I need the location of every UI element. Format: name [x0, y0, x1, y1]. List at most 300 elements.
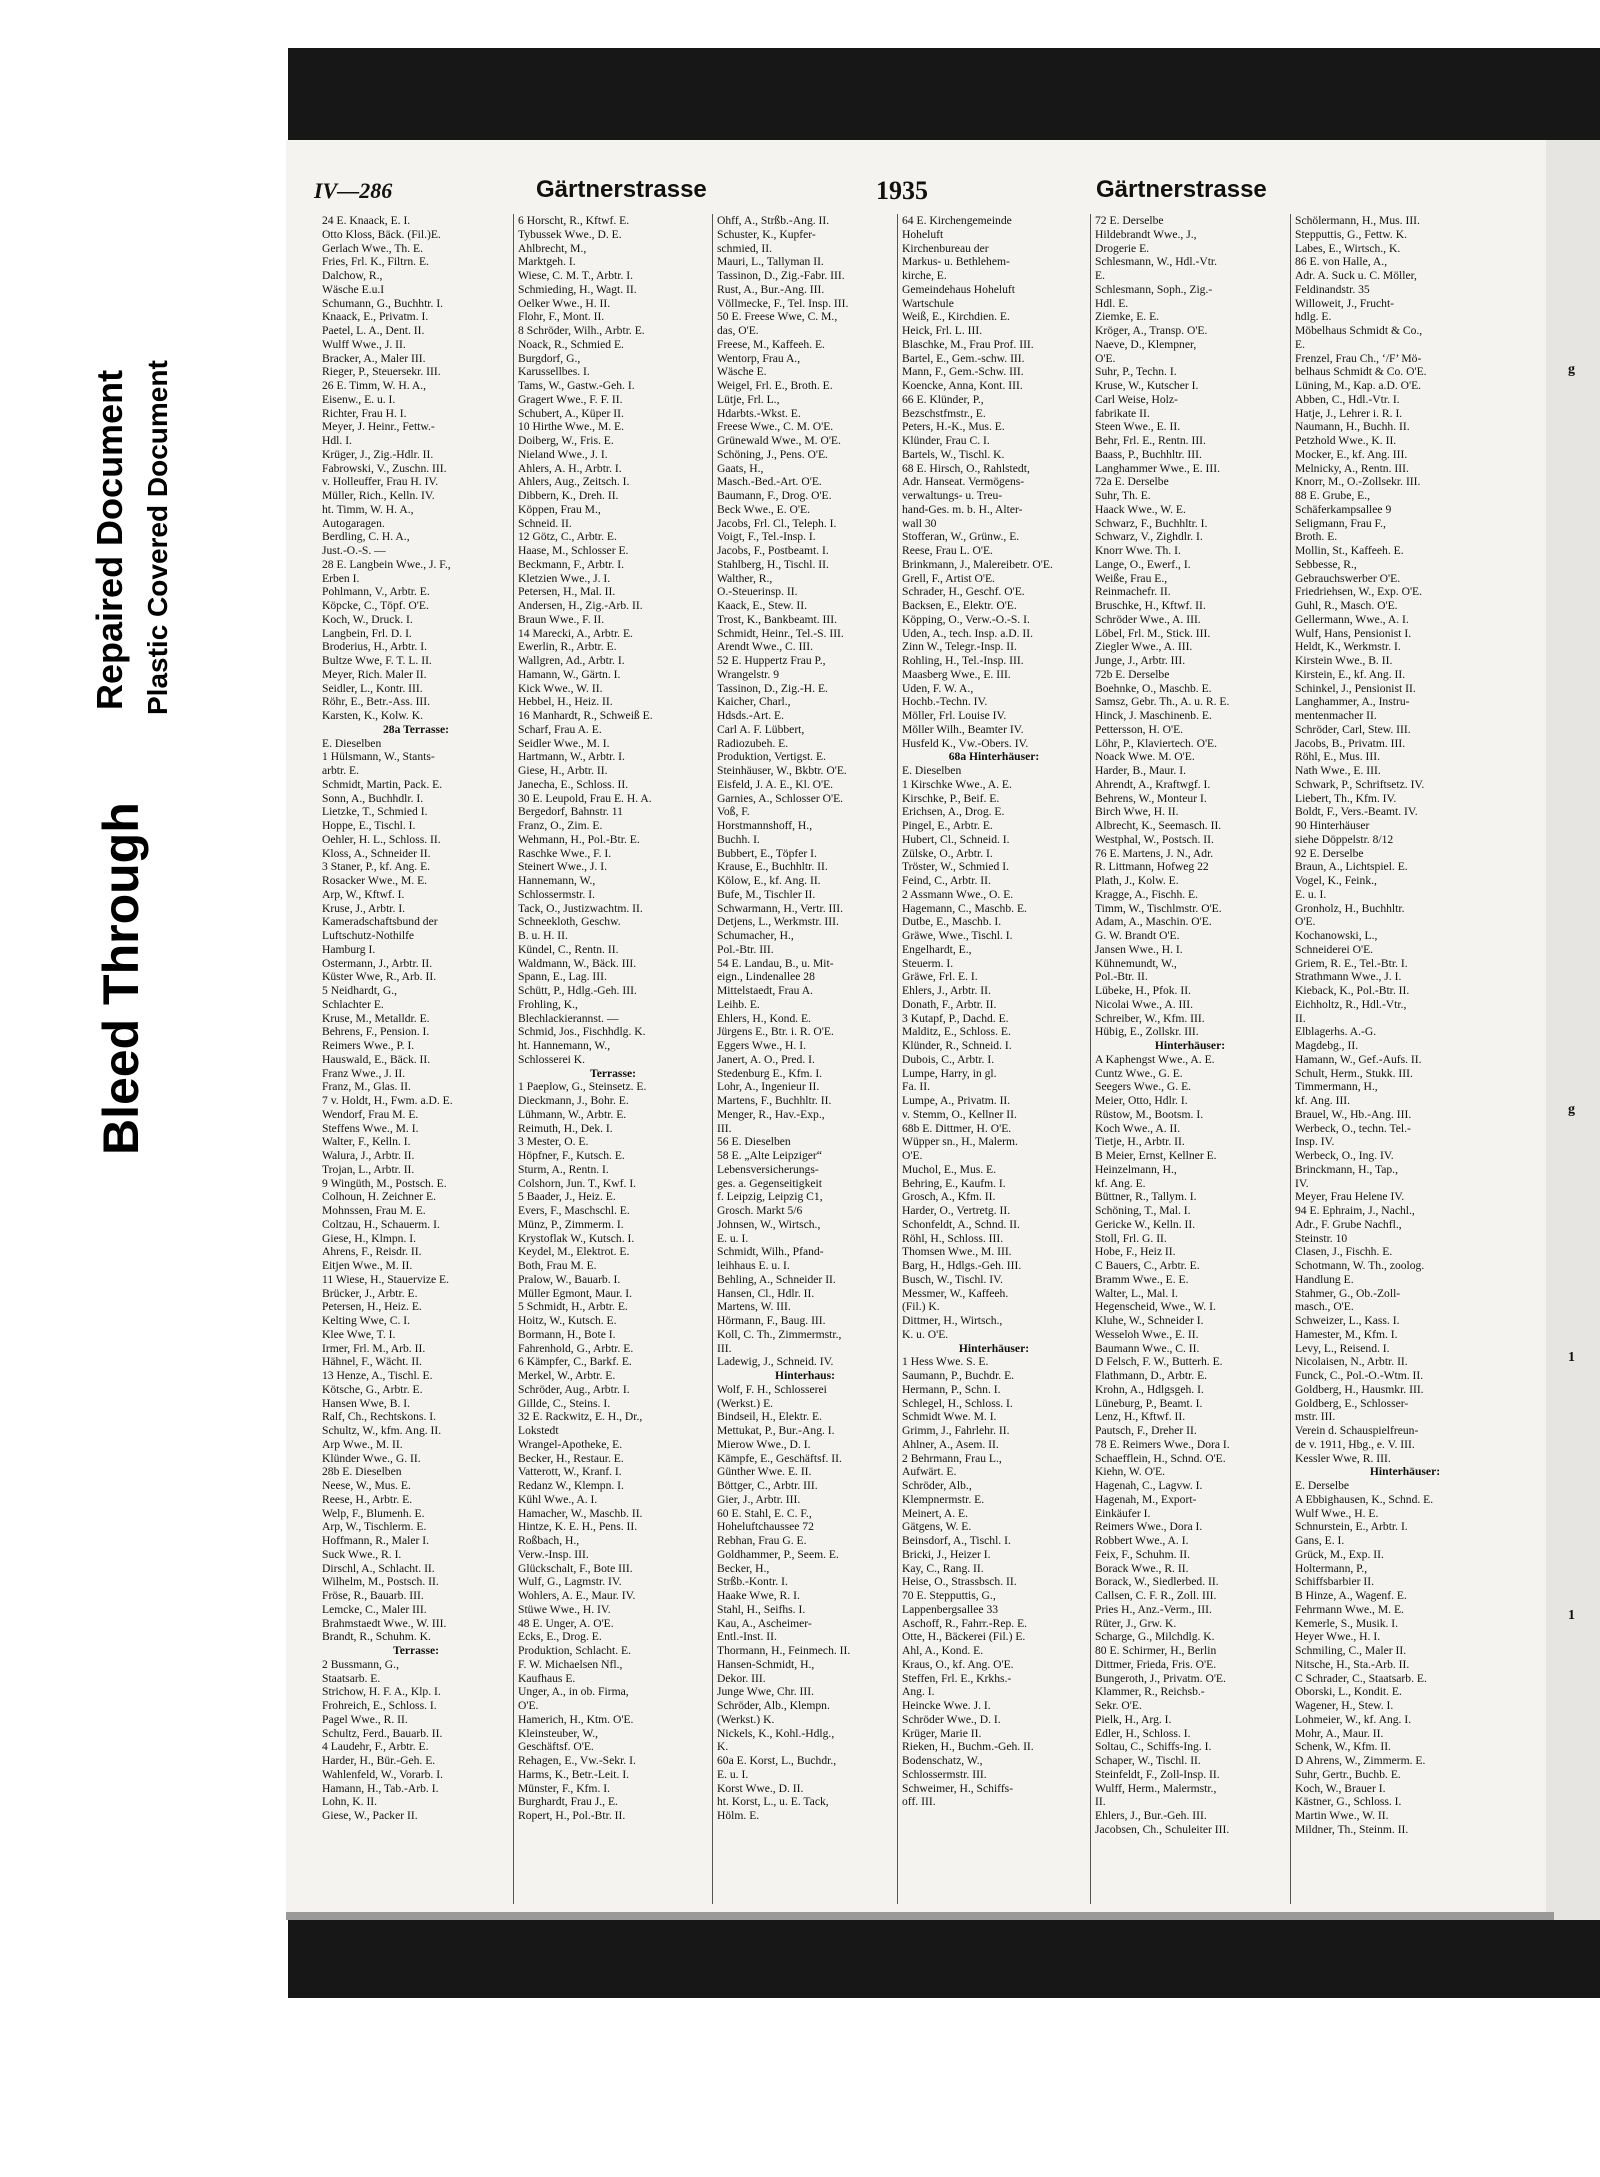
directory-line: Mierow Wwe., D. I.: [717, 1437, 811, 1451]
directory-line: Kirstein Wwe., B. II.: [1295, 654, 1393, 667]
directory-line: v. Holleuffer, Frau H. IV.: [322, 475, 439, 489]
directory-line: Edler, H., Schloss. I.: [1095, 1726, 1191, 1740]
directory-line: Kessler Wwe, R. III.: [1295, 1451, 1391, 1465]
directory-line: Völlmecke, F., Tel. Insp. III.: [717, 296, 849, 310]
directory-line: Dutbe, E., Maschb. I.: [902, 915, 1002, 929]
directory-line: Lietzke, T., Schmied I.: [322, 805, 428, 819]
directory-line: Friedriehsen, W., Exp. O'E.: [1295, 585, 1423, 599]
directory-line: Schröder, Alb., Klempn.: [717, 1699, 830, 1712]
directory-line: Bruschke, H., Kftwf. II.: [1095, 599, 1206, 612]
directory-line: 13 Henze, A., Tischl. E.: [322, 1369, 433, 1382]
directory-line: Pol.-Btr. III.: [717, 942, 774, 956]
directory-line: Lohr, A., Ingenieur II.: [717, 1080, 820, 1094]
directory-line: Grück, M., Exp. II.: [1295, 1547, 1384, 1561]
directory-line: Ralf, Ch., Rechtskons. I.: [322, 1410, 436, 1424]
directory-line: K.: [717, 1740, 729, 1754]
directory-line: Markus- u. Bethlehem-: [902, 255, 1010, 269]
directory-line: Wulf, Hans, Pensionist I.: [1295, 626, 1412, 640]
directory-line: Langbein, Frl. D. I.: [322, 626, 412, 640]
directory-line: Rehagen, E., Vw.-Sekr. I.: [518, 1754, 636, 1767]
year-title: 1935: [876, 176, 928, 205]
directory-line: Dibbern, K., Dreh. II.: [518, 489, 619, 502]
directory-column-2: [518, 214, 708, 1904]
directory-line: Gier, J., Arbtr. III.: [717, 1492, 801, 1506]
directory-line: Schweizer, L., Kass. I.: [1295, 1314, 1400, 1327]
directory-line: Hamester, M., Kfm. I.: [1295, 1327, 1398, 1341]
directory-line: Schwarz, V., Zighdlr. I.: [1095, 530, 1203, 544]
directory-line: 28 E. Langbein Wwe., J. F.,: [322, 557, 451, 571]
directory-line: Lübeke, H., Pfok. II.: [1095, 984, 1191, 997]
directory-line: Geschäftsf. O'E.: [518, 1740, 594, 1754]
directory-line: Wulff Wwe., J. II.: [322, 337, 406, 351]
directory-line: Lenz, H., Kftwf. II.: [1095, 1410, 1186, 1424]
directory-line: Köpping, O., Verw.-O.-S. I.: [902, 612, 1030, 626]
directory-line: Höpfner, F., Kutsch. E.: [518, 1149, 625, 1162]
directory-line: Franz Wwe., J. II.: [322, 1066, 406, 1080]
directory-line: Ang. I.: [902, 1685, 935, 1699]
directory-line: Gericke W., Kelln. II.: [1095, 1217, 1196, 1231]
directory-line: Möller, Frl. Louise IV.: [902, 709, 1007, 722]
directory-line: O.-Steuerinsp. II.: [717, 585, 798, 599]
directory-line: Schmidt, Martin, Pack. E.: [322, 777, 443, 791]
directory-line: Hansen-Schmidt, H.,: [717, 1657, 815, 1671]
directory-line: verwaltungs- u. Treu-: [902, 489, 1003, 502]
directory-line: Jacobs, B., Privatm. III.: [1295, 736, 1406, 750]
adjacent-page-char: 1: [1568, 1350, 1575, 1365]
directory-line: Oelker Wwe., H. II.: [518, 296, 611, 310]
directory-line: Hamburg I.: [322, 942, 376, 956]
directory-line: Naumann, H., Buchh. II.: [1295, 420, 1410, 434]
directory-line: Malditz, E., Schloss. E.: [902, 1025, 1011, 1039]
directory-line: Insp. IV.: [1295, 1135, 1335, 1149]
directory-line: Schneid. II.: [518, 516, 572, 530]
directory-line: Steuerm. I.: [902, 956, 954, 970]
directory-line: 60a E. Korst, L., Buchdr.,: [717, 1754, 837, 1767]
directory-line: Aufwärt. E.: [902, 1465, 957, 1479]
directory-line: Schultz, W., kfm. Ang. II.: [322, 1424, 442, 1437]
directory-line: Meinert, A. E.: [902, 1506, 969, 1520]
directory-line: Griem, R. E., Tel.-Btr. I.: [1295, 956, 1408, 970]
directory-line: III.: [717, 1121, 732, 1135]
directory-line: Wentorp, Frau A.,: [717, 351, 801, 365]
directory-line: 5 Baader, J., Heiz. E.: [518, 1190, 616, 1204]
bleed-through-label: Bleed Through: [93, 802, 149, 1155]
directory-line: 72b E. Derselbe: [1095, 667, 1170, 681]
directory-line: Wehmann, H., Pol.-Btr. E.: [518, 832, 640, 846]
directory-line: Reese, Frau L. O'E.: [902, 544, 993, 557]
directory-line: Hobe, F., Heiz II.: [1095, 1245, 1176, 1259]
directory-line: Burghardt, Frau J., E.: [518, 1795, 618, 1809]
directory-line: Hebbel, H., Heiz. II.: [518, 695, 613, 709]
directory-line: Hdl. I.: [322, 434, 352, 447]
directory-line: Gebrauchswerber O'E.: [1295, 571, 1401, 585]
directory-line: de v. 1911, Hbg., e. V. III.: [1295, 1437, 1415, 1451]
directory-line: (Fil.) K.: [902, 1300, 940, 1314]
directory-line: Hoheluftchaussee 72: [717, 1520, 814, 1534]
directory-line: Sonn, A., Buchhdlr. I.: [322, 791, 424, 805]
directory-line: Schwark, P., Schriftsetz. IV.: [1295, 777, 1425, 791]
directory-line: Giese, H., Arbtr. II.: [518, 764, 608, 777]
directory-line: E. Derselbe: [1295, 1479, 1350, 1492]
directory-line: Tams, W., Gastw.-Geh. I.: [518, 379, 635, 392]
directory-line: Stahl, H., Seifhs. I.: [717, 1602, 806, 1616]
directory-line: C Bauers, C., Arbtr. E.: [1095, 1259, 1200, 1272]
directory-line: Stepputtis, G., Fettw. K.: [1295, 227, 1407, 241]
directory-line: Sebbesse, R.,: [1295, 557, 1357, 571]
directory-line: 8 Schröder, Wilh., Arbtr. E.: [518, 324, 645, 337]
directory-line: Wiese, C. M. T., Arbtr. I.: [518, 269, 634, 282]
directory-line: Strichow, H. F. A., Klp. I.: [322, 1685, 441, 1699]
directory-line: Mohnssen, Frau M. E.: [322, 1204, 426, 1217]
directory-line: Colhoun, H. Zeichner E.: [322, 1190, 436, 1204]
directory-line: 32 E. Rackwitz, E. H., Dr.,: [518, 1410, 643, 1424]
directory-line: Timmermann, H.,: [1295, 1080, 1378, 1094]
directory-line: 7 v. Holdt, H., Fwm. a.D. E.: [322, 1094, 453, 1107]
directory-line: Karussellbes. I.: [518, 365, 590, 379]
directory-line: Carl Weise, Holz-: [1095, 392, 1178, 406]
directory-line: Schlossermstr. III.: [902, 1767, 987, 1781]
directory-line: Braun, A., Lichtspiel. E.: [1295, 860, 1408, 874]
directory-line: Knorr, M., O.-Zollsekr. III.: [1295, 475, 1421, 489]
directory-line: siehe Döppelstr. 8/12: [1295, 832, 1394, 846]
directory-line: 72 E. Derselbe: [1095, 214, 1164, 227]
directory-line: Adam, A., Maschin. O'E.: [1095, 915, 1212, 929]
directory-line: Behr, Frl. E., Rentn. III.: [1095, 434, 1206, 447]
directory-line: Arendt Wwe., C. III.: [717, 640, 814, 654]
directory-line: Behling, A., Schneider II.: [717, 1272, 836, 1286]
directory-line: Janert, A. O., Pred. I.: [717, 1052, 815, 1066]
directory-line: 6 Horscht, R., Kftwf. E.: [518, 214, 630, 227]
directory-line: Rieger, P., Steuersekr. III.: [322, 365, 441, 379]
directory-line: Wüpper sn., H., Malerm.: [902, 1135, 1018, 1149]
directory-line: Andersen, H., Zig.-Arb. II.: [518, 599, 643, 612]
directory-line: Spann, E., Lag. III.: [518, 970, 607, 984]
directory-line: Trost, K., Bankbeamt. III.: [717, 612, 838, 626]
directory-line: Arp, W., Kftwf. I.: [322, 887, 405, 901]
directory-line: Strßb.-Kontr. I.: [717, 1575, 788, 1589]
directory-line: Saumann, P., Buchdr. E.: [902, 1369, 1015, 1382]
directory-line: Klee Wwe, T. I.: [322, 1327, 396, 1341]
directory-line: Ahlbrecht, M.,: [518, 241, 587, 255]
directory-line: (Werkst.) K.: [717, 1712, 775, 1726]
directory-line: Schröder Wwe., D. I.: [902, 1712, 1001, 1726]
directory-line: O'E.: [1095, 351, 1116, 365]
directory-line: Klünder, Frau C. I.: [902, 434, 990, 447]
directory-line: Mocker, E., kf. Ang. III.: [1295, 447, 1408, 461]
directory-line: 1 Hess Wwe. S. E.: [902, 1355, 989, 1369]
directory-line: Schnurstein, E., Arbtr. I.: [1295, 1520, 1408, 1534]
directory-line: Weigel, Frl. E., Broth. E.: [717, 379, 833, 392]
directory-line: Jacobs, Frl. Cl., Teleph. I.: [717, 516, 837, 530]
directory-line: Lühmann, W., Arbtr. E.: [518, 1107, 627, 1121]
directory-line: Steinstr. 10: [1295, 1231, 1348, 1245]
directory-line: Hansen Wwe, B. I.: [322, 1396, 411, 1410]
directory-line: 54 E. Landau, B., u. Mit-: [717, 956, 834, 970]
directory-line: Pol.-Btr. II.: [1095, 970, 1148, 984]
directory-line: Jacobs, F., Postbeamt. I.: [717, 544, 829, 557]
directory-line: B Hinze, A., Wagenf. E.: [1295, 1589, 1407, 1602]
directory-line: off. III.: [902, 1795, 936, 1809]
directory-line: Kirchenbureau der: [902, 241, 989, 255]
directory-line: Martens, W. III.: [717, 1300, 791, 1314]
directory-line: Schmidt Wwe. M. I.: [902, 1410, 997, 1424]
directory-line: Maasberg Wwe., E. III.: [902, 667, 1011, 681]
directory-line: Schotmann, W. Th., zoolog.: [1295, 1259, 1425, 1272]
directory-line: das, O'E.: [717, 324, 759, 337]
directory-line: Jacobsen, Ch., Schuleiter III.: [1095, 1822, 1230, 1836]
directory-line: Heise, O., Strassbsch. II.: [902, 1575, 1017, 1589]
directory-line: Drogerie E.: [1095, 241, 1150, 255]
directory-line: Schölermann, H., Mus. III.: [1295, 214, 1420, 227]
directory-line: Wrangelstr. 9: [717, 667, 779, 681]
directory-line: Colshorn, Jun. T., Kwf. I.: [518, 1176, 637, 1190]
adjacent-page-char: 1: [1568, 1608, 1575, 1623]
directory-line: Willoweit, J., Frucht-: [1295, 296, 1395, 310]
directory-line: Seidler, L., Kontr. III.: [322, 681, 423, 695]
directory-line: Gronholz, H., Buchhltr.: [1295, 901, 1405, 915]
directory-line: Liebert, Th., Kfm. IV.: [1295, 791, 1397, 805]
street-title-left: Gärtnerstrasse: [536, 176, 707, 203]
directory-line: kf. Ang. E.: [1095, 1176, 1146, 1190]
directory-line: Lüneburg, P., Beamt. I.: [1095, 1396, 1203, 1410]
directory-line: Soltau, C., Schiffs-Ing. I.: [1095, 1740, 1212, 1754]
directory-line: Elblagerhs. A.-G.: [1295, 1025, 1377, 1039]
directory-line: Hamacher, W., Maschb. II.: [518, 1506, 643, 1520]
directory-line: Schlesmann, W., Hdl.-Vtr.: [1095, 255, 1218, 269]
directory-line: Lumpe, A., Privatm. II.: [902, 1094, 1011, 1107]
directory-line: Hegenscheid, Wwe., W. I.: [1095, 1300, 1216, 1314]
directory-line: 14 Marecki, A., Arbtr. E.: [518, 626, 633, 640]
directory-line: Donath, F., Arbtr. II.: [902, 997, 997, 1011]
directory-line: Löbel, Frl. M., Stick. III.: [1095, 626, 1211, 640]
adjacent-page-strip: [1546, 140, 1600, 1920]
directory-line: Kemerle, S., Musik. I.: [1295, 1616, 1399, 1630]
directory-line: arbtr. E.: [322, 764, 360, 777]
repaired-document-label: Repaired Document: [89, 369, 130, 710]
directory-line: Johnsen, W., Wirtsch.,: [717, 1217, 821, 1231]
directory-line: Stedenburg E., Kfm. I.: [717, 1066, 823, 1080]
directory-line: Kötsche, G., Arbtr. E.: [322, 1382, 423, 1396]
directory-line: Schumann, G., Buchhtr. I.: [322, 296, 444, 310]
directory-line: Bultze Wwe, F. T. L. II.: [322, 654, 432, 667]
top-margin: [0, 0, 1600, 48]
directory-line: Kragge, A., Fischh. E.: [1095, 887, 1199, 901]
directory-line: Leihb. E.: [717, 997, 760, 1011]
directory-line: Becker, H.,: [717, 1561, 770, 1575]
directory-line: Steinfeldt, F., Zoll-Insp. II.: [1095, 1767, 1220, 1781]
directory-line: Terrasse:: [393, 1644, 439, 1657]
directory-line: Schenk, W., Kfm. II.: [1295, 1740, 1391, 1754]
directory-line: 66 E. Klünder, P.,: [902, 392, 984, 406]
directory-line: 11 Wiese, H., Stauervize E.: [322, 1272, 450, 1286]
directory-line: Schöning, T., Mal. I.: [1095, 1204, 1191, 1217]
directory-line: Behring, E., Kaufm. I.: [902, 1176, 1006, 1190]
directory-line: Birch Wwe, H. II.: [1095, 805, 1179, 819]
directory-columns: [318, 214, 1546, 1904]
directory-line: ht. Korst, L., u. E. Tack,: [717, 1795, 829, 1809]
directory-line: Bartel, E., Gem.-schw. III.: [902, 351, 1025, 365]
directory-line: Adr., F. Grube Nachfl.,: [1295, 1217, 1402, 1231]
directory-line: Scharge, G., Milchdlg. K.: [1095, 1630, 1215, 1644]
directory-line: Autogaragen.: [322, 516, 385, 530]
directory-line: Suhr, P., Techn. I.: [1095, 365, 1177, 379]
directory-line: E. u. I.: [1295, 887, 1327, 901]
directory-column-6: [1295, 214, 1515, 1904]
directory-line: Strathmann Wwe., J. I.: [1295, 970, 1402, 984]
directory-line: Detjens, L., Werkmstr. III.: [717, 915, 839, 929]
directory-line: Produktion, Vertigst. E.: [717, 750, 826, 764]
directory-line: Hinterhäuser:: [958, 1341, 1030, 1355]
directory-line: Ahlner, A., Asem. II.: [902, 1437, 999, 1451]
directory-line: Lumpe, Harry, in gl.: [902, 1066, 997, 1080]
directory-line: Kämpfe, E., Geschäftsf. II.: [717, 1451, 842, 1465]
directory-line: Gräwe, Frl. E. I.: [902, 970, 978, 984]
directory-line: R. Littmann, Hofweg 22: [1095, 860, 1209, 874]
directory-line: 1 Paeplow, G., Steinsetz. E.: [518, 1080, 647, 1094]
directory-line: Hdl. E.: [1095, 296, 1129, 310]
directory-line: Koch, W., Druck. I.: [322, 612, 413, 626]
directory-line: Broderius, H., Arbtr. I.: [322, 640, 427, 654]
directory-line: Oborski, L., Kondit. E.: [1295, 1685, 1402, 1699]
directory-line: Hinterhäuser:: [1369, 1465, 1441, 1479]
directory-line: Kästner, G., Schloss. I.: [1295, 1795, 1402, 1809]
directory-line: Unger, A., in ob. Firma,: [518, 1685, 629, 1699]
directory-line: 80 E. Schirmer, H., Berlin: [1095, 1644, 1217, 1657]
directory-line: Merkel, W., Arbtr. E.: [518, 1369, 616, 1382]
directory-line: Röhr, E., Betr.-Ass. III.: [322, 695, 431, 709]
directory-line: Steen Wwe., E. II.: [1095, 420, 1181, 434]
directory-line: Eisenw., E. u. I.: [322, 392, 396, 406]
directory-line: Schwarz, F., Buchhltr. I.: [1095, 516, 1208, 530]
directory-line: Klammer, R., Reichsb.-: [1095, 1685, 1205, 1699]
directory-line: D Felsch, F. W., Butterh. E.: [1095, 1355, 1223, 1369]
directory-line: Ahrens, F., Reisdr. II.: [322, 1245, 422, 1259]
directory-line: Hamann, W., Gef.-Aufs. II.: [1295, 1052, 1422, 1066]
directory-line: Flathmann, D., Arbtr. E.: [1095, 1369, 1208, 1382]
directory-line: Mittelstaedt, Frau A.: [717, 984, 813, 997]
directory-line: Heick, Frl. L. III.: [902, 324, 983, 337]
directory-line: Bramm Wwe., E. E.: [1095, 1272, 1189, 1286]
directory-line: Lohn, K. II.: [322, 1795, 378, 1809]
directory-line: 5 Schmidt, H., Arbtr. E.: [518, 1300, 628, 1314]
directory-line: Kündel, C., Rentn. II.: [518, 942, 619, 956]
directory-line: Peters, H.-K., Mus. E.: [902, 420, 1005, 434]
directory-line: Schmidt, Heinr., Tel.-S. III.: [717, 626, 844, 640]
directory-line: Wolf, F. H., Schlosserei: [717, 1382, 827, 1396]
directory-line: Schinkel, J., Pensionist II.: [1295, 681, 1416, 695]
directory-line: Langhammer Wwe., E. III.: [1095, 461, 1221, 475]
directory-line: Hartmann, W., Arbtr. I.: [518, 750, 625, 764]
directory-line: Sturm, A., Rentn. I.: [518, 1162, 609, 1176]
directory-line: Grell, F., Artist O'E.: [902, 571, 995, 585]
directory-line: Ecks, E., Drog. E.: [518, 1630, 602, 1644]
directory-line: Mohr, A., Maur. II.: [1295, 1726, 1384, 1740]
directory-line: Grünewald Wwe., M. O'E.: [717, 434, 841, 447]
directory-line: Beinsdorf, A., Tischl. I.: [902, 1534, 1011, 1547]
directory-column-5: [1095, 214, 1285, 1904]
directory-line: Barg, H., Hdlgs.-Geh. III.: [902, 1259, 1022, 1272]
directory-line: Bormann, H., Bote I.: [518, 1327, 616, 1341]
directory-line: Hörmann, F., Baug. III.: [717, 1314, 826, 1327]
directory-line: Brauel, W., Hb.-Ang. III.: [1295, 1107, 1412, 1121]
directory-line: Brandt, R., Schuhm. K.: [322, 1630, 431, 1644]
directory-line: Weiß, E., Kirchdien. E.: [902, 310, 1010, 324]
directory-line: 2 Bussmann, G.,: [322, 1657, 399, 1671]
directory-line: Harder, B., Maur. I.: [1095, 764, 1186, 777]
directory-line: Eggers Wwe., H. I.: [717, 1039, 806, 1052]
directory-line: Meyer, Frau Helene IV.: [1295, 1190, 1405, 1204]
directory-line: Klünder Wwe., G. II.: [322, 1451, 421, 1465]
directory-line: Baumann, F., Drog. O'E.: [717, 489, 832, 502]
directory-line: Tack, O., Justizwachtm. II.: [518, 901, 643, 915]
directory-line: mstr. III.: [1295, 1410, 1336, 1424]
directory-line: Luftschutz-Nothilfe: [322, 929, 415, 942]
directory-line: Steinert Wwe., J. I.: [518, 860, 607, 874]
directory-line: Nicolaisen, N., Arbtr. II.: [1295, 1355, 1408, 1369]
directory-line: Zinn W., Telegr.-Insp. II.: [902, 640, 1017, 654]
directory-line: Gräwe, Wwe., Tischl. I.: [902, 929, 1013, 942]
directory-line: IV.: [1295, 1176, 1309, 1190]
directory-line: 1 Kirschke Wwe., A. E.: [902, 777, 1012, 791]
directory-line: Ehlers, H., Kond. E.: [717, 1011, 812, 1025]
directory-line: 24 E. Knaack, E. I.: [322, 214, 411, 227]
directory-line: Husfeld K., Vw.-Obers. IV.: [902, 736, 1029, 750]
directory-line: Möbelhaus Schmidt & Co.,: [1295, 324, 1423, 337]
directory-line: Kölow, E., kf. Ang. II.: [717, 874, 821, 887]
directory-line: Petersen, H., Heiz. E.: [322, 1300, 422, 1314]
directory-line: Müller, Rich., Kelln. IV.: [322, 489, 435, 502]
directory-line: Wulf Wwe., H. E.: [1295, 1506, 1379, 1520]
directory-line: Harder, O., Vertretg. II.: [902, 1204, 1011, 1217]
directory-line: Behrens, W., Monteur I.: [1095, 791, 1207, 805]
directory-line: Kröger, A., Transp. O'E.: [1095, 324, 1208, 337]
directory-line: Kameradschaftsbund der: [322, 915, 438, 929]
directory-line: kf. Ang. III.: [1295, 1094, 1351, 1107]
page-number: IV—286: [314, 178, 393, 203]
directory-line: Dalchow, R.,: [322, 269, 383, 282]
directory-line: Backsen, E., Elektr. O'E.: [902, 599, 1017, 612]
directory-line: Abben, C., Hdl.-Vtr. I.: [1295, 392, 1400, 406]
directory-line: Borack Wwe., R. II.: [1095, 1561, 1189, 1575]
directory-line: Kruse, W., Kutscher I.: [1095, 379, 1199, 392]
directory-line: Schröder, Carl, Stew. III.: [1295, 722, 1411, 736]
directory-line: 6 Kämpfer, C., Barkf. E.: [518, 1355, 632, 1369]
directory-line: 5 Neidhardt, G.,: [322, 984, 398, 997]
directory-line: Beckmann, F., Arbtr. I.: [518, 557, 624, 571]
directory-line: Schöning, J., Pens. O'E.: [717, 447, 828, 461]
directory-line: Buchh. I.: [717, 832, 760, 846]
directory-line: Wagener, H., Stew. I.: [1295, 1699, 1394, 1712]
directory-line: Broth. E.: [1295, 530, 1338, 544]
directory-line: Burgdorf, G.,: [518, 351, 581, 365]
directory-line: Harms, K., Betr.-Leit. I.: [518, 1767, 630, 1781]
directory-line: Eichholtz, R., Hdl.-Vtr.,: [1295, 997, 1407, 1011]
directory-line: ges. a. Gegenseitigkeit: [717, 1176, 822, 1190]
directory-line: 92 E. Derselbe: [1295, 846, 1364, 860]
directory-line: Verw.-Insp. III.: [518, 1547, 589, 1561]
directory-line: Blaschke, M., Frau Prof. III.: [902, 337, 1034, 351]
directory-line: 94 E. Ephraim, J., Nachl.,: [1295, 1204, 1415, 1217]
directory-line: Voigt, F., Tel.-Insp. I.: [717, 530, 816, 544]
directory-line: 88 E. Grube, E.,: [1295, 489, 1371, 502]
directory-line: Pautsch, F., Dreher II.: [1095, 1424, 1197, 1437]
directory-line: Brücker, J., Arbtr. E.: [322, 1286, 418, 1300]
directory-line: Walther, R.,: [717, 571, 773, 585]
directory-line: Franz, M., Glas. II.: [322, 1080, 411, 1094]
directory-line: 28b E. Dieselben: [322, 1465, 402, 1479]
directory-line: Bergedorf, Bahnstr. 11: [518, 805, 623, 819]
street-title-right: Gärtnerstrasse: [1096, 176, 1267, 203]
